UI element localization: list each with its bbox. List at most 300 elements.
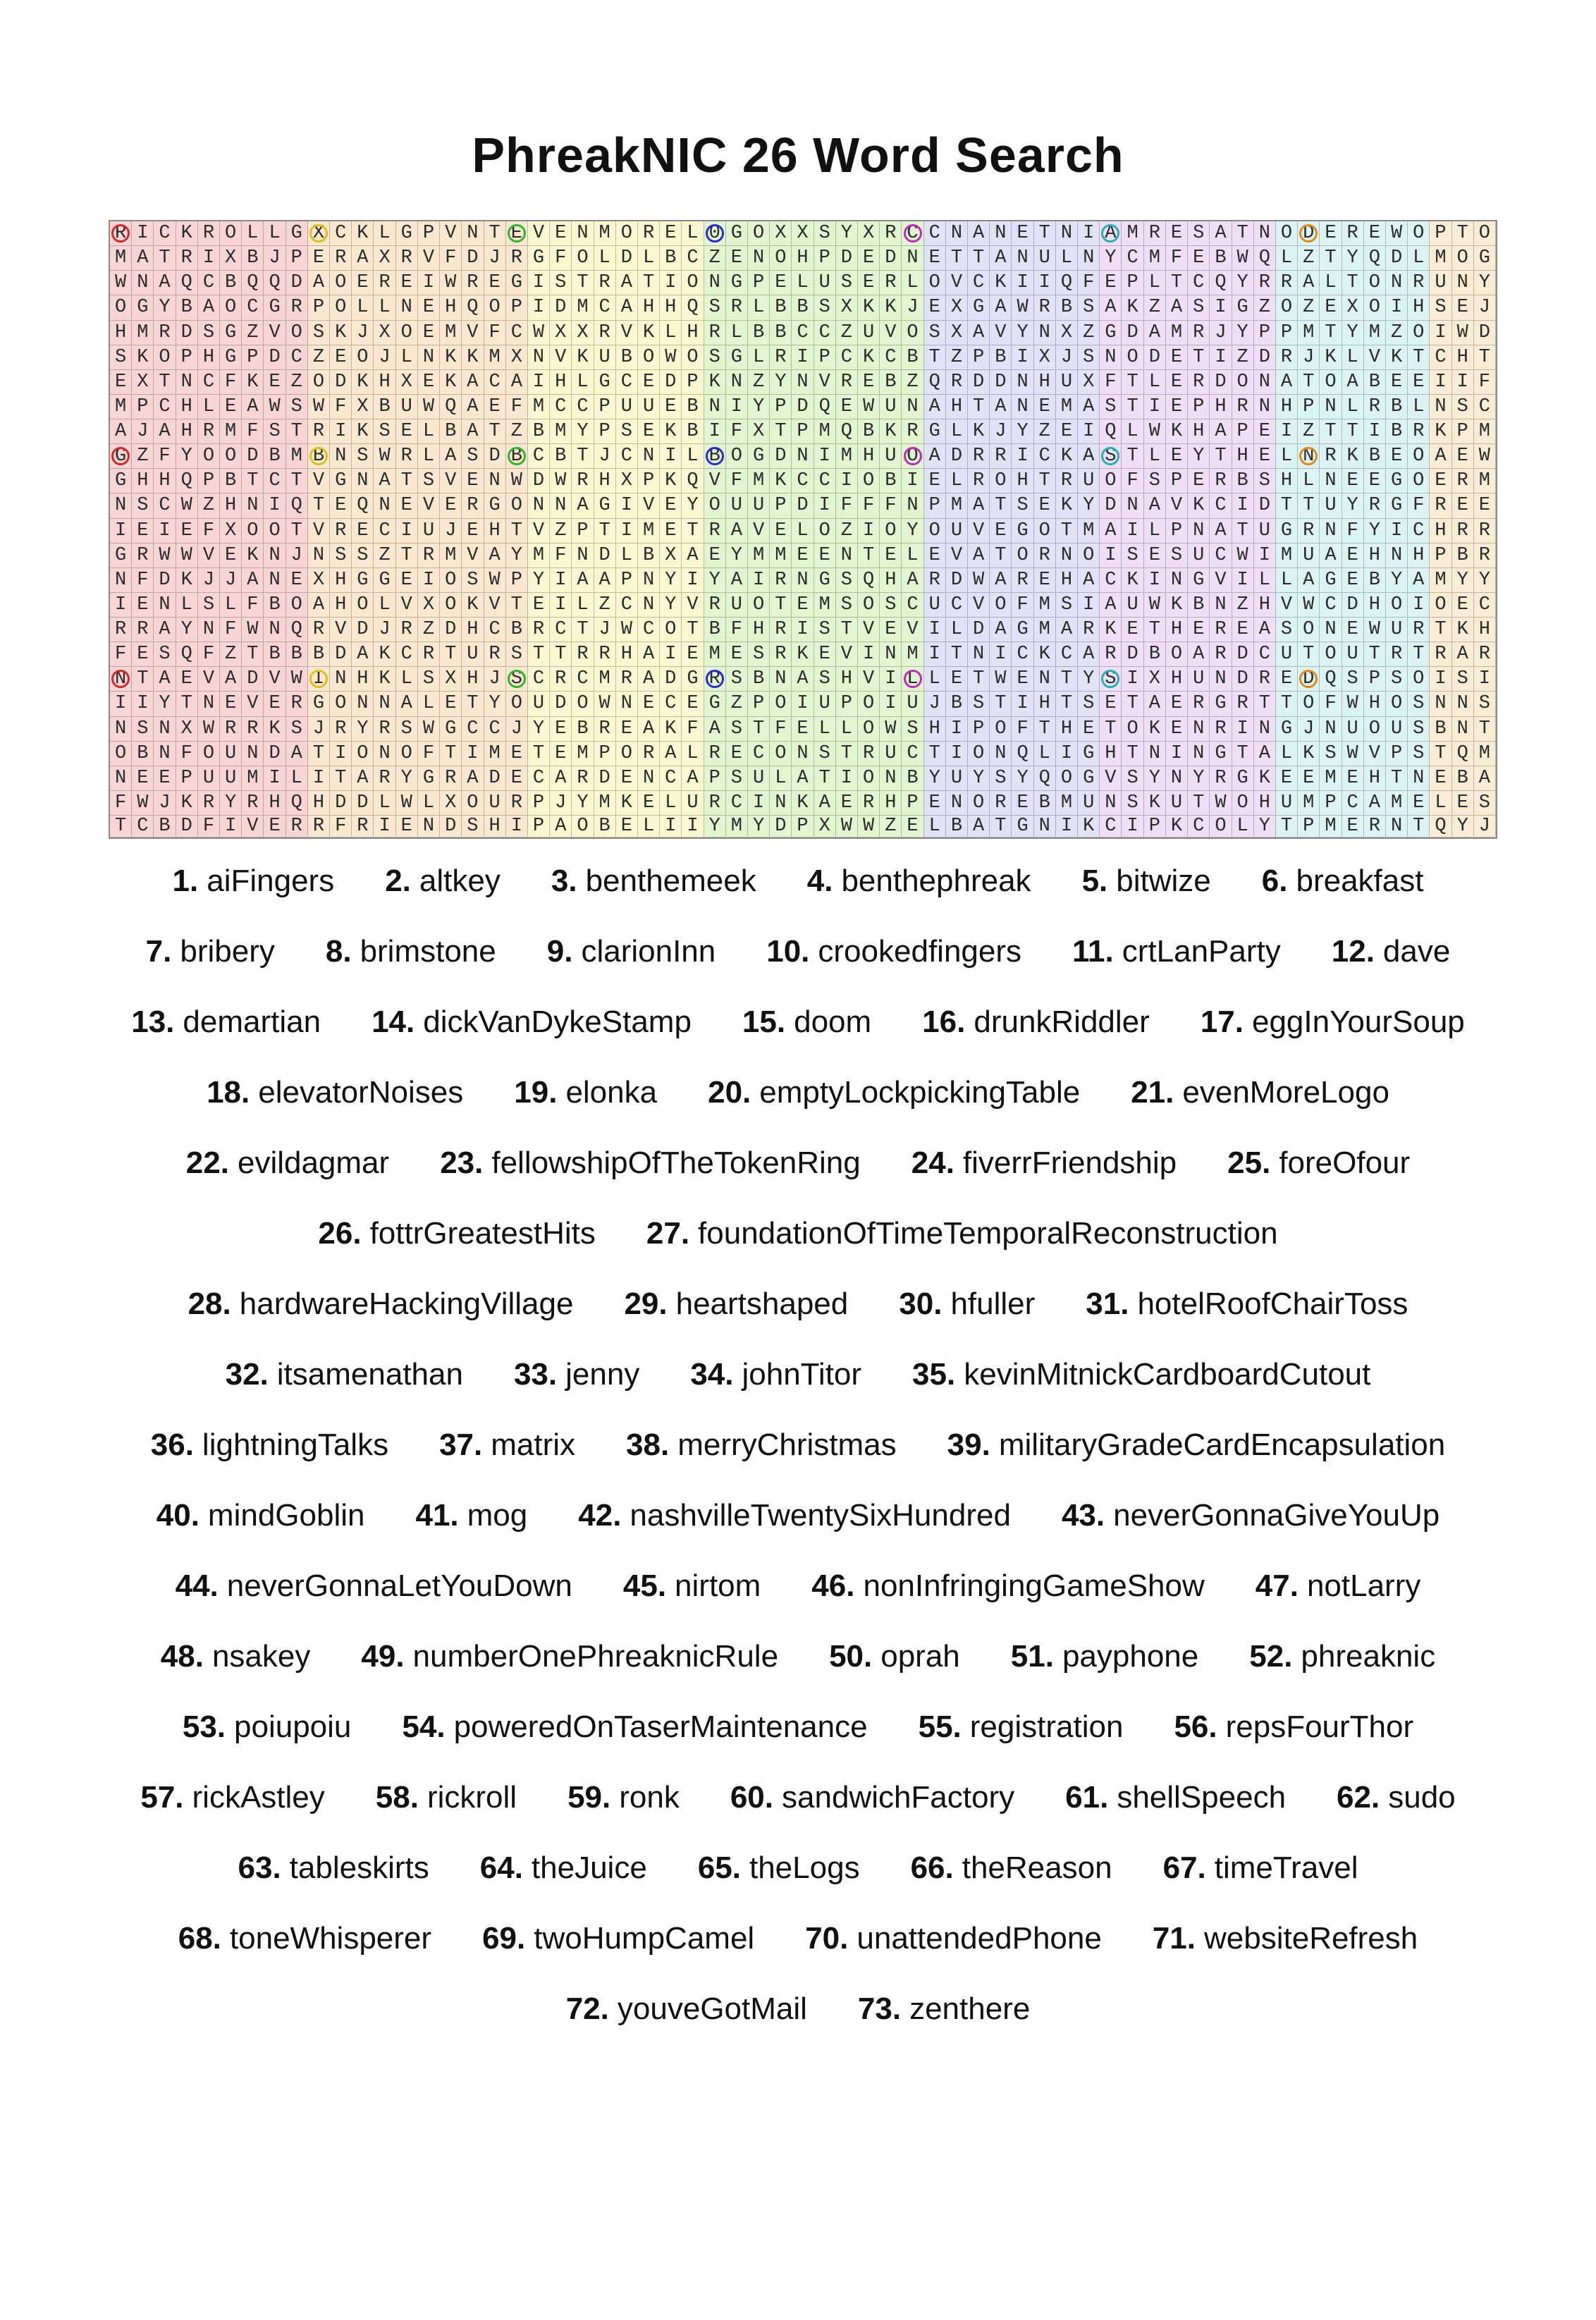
word-list-item	[698, 1851, 860, 1886]
word-text: registration	[969, 1710, 1124, 1744]
grid-cell: T	[990, 493, 1012, 518]
grid-cell: Q	[1100, 419, 1122, 444]
word-text: fottrGreatestHits	[369, 1216, 596, 1251]
grid-cell: V	[968, 519, 990, 544]
grid-cell: E	[880, 618, 902, 642]
grid-cell: T	[1342, 271, 1364, 295]
grid-cell: E	[396, 271, 418, 295]
grid-cell: F	[330, 816, 352, 837]
grid-cell: M	[726, 816, 748, 837]
grid-cell: E	[352, 519, 374, 544]
word-number: 52.	[1249, 1639, 1293, 1674]
grid-cell: C	[330, 221, 352, 246]
grid-cell: A	[154, 271, 176, 295]
word-text: tableskirts	[289, 1851, 429, 1885]
grid-cell: K	[1166, 816, 1188, 837]
grid-cell: R	[528, 618, 550, 642]
grid-cell: D	[1474, 321, 1496, 345]
word-text: rickroll	[426, 1780, 517, 1815]
grid-cell: M	[594, 221, 616, 246]
grid-cell: Y	[704, 568, 726, 593]
grid-cell: O	[704, 493, 726, 518]
grid-cell: W	[1144, 419, 1166, 444]
grid-cell: Q	[1254, 246, 1276, 271]
grid-cell: O	[1210, 816, 1232, 837]
grid-cell: K	[616, 791, 638, 816]
grid-cell: R	[198, 419, 220, 444]
grid-cell: M	[814, 593, 836, 618]
grid-cell: Z	[418, 618, 440, 642]
grid-cell: O	[1452, 246, 1474, 271]
word-text: jenny	[565, 1357, 640, 1392]
grid-cell: U	[946, 519, 968, 544]
grid-cell: D	[1254, 345, 1276, 370]
grid-cell: G	[1012, 618, 1033, 642]
grid-cell: C	[748, 742, 770, 766]
word-text: matrix	[491, 1428, 576, 1462]
grid-cell: I	[836, 766, 858, 791]
grid-cell: D	[1144, 345, 1166, 370]
grid-cell: D	[660, 667, 682, 692]
word-list-row	[85, 916, 1511, 987]
word-list-item	[1227, 1146, 1410, 1181]
grid-cell: T	[682, 618, 704, 642]
grid-cell: L	[1254, 568, 1276, 593]
grid-cell: K	[660, 469, 682, 493]
grid-cell: P	[638, 469, 660, 493]
word-number: 5.	[1081, 864, 1108, 898]
grid-cell: S	[1386, 667, 1408, 692]
grid-cell: Y	[1012, 321, 1033, 345]
grid-cell: T	[1298, 642, 1320, 667]
grid-cell: A	[968, 493, 990, 518]
grid-cell: Y	[176, 618, 198, 642]
grid-cell: U	[880, 395, 902, 419]
grid-cell: B	[1188, 593, 1210, 618]
grid-cell: S	[506, 642, 528, 667]
grid-cell: I	[1144, 568, 1166, 593]
grid-cell: I	[1100, 544, 1122, 568]
grid-cell: I	[858, 642, 880, 667]
grid-cell: O	[440, 593, 462, 618]
grid-cell: Q	[1012, 742, 1033, 766]
grid-cell: E	[1166, 395, 1188, 419]
word-number: 53.	[182, 1710, 226, 1744]
grid-cell: L	[748, 345, 770, 370]
grid-cell: M	[814, 419, 836, 444]
grid-cell: T	[1474, 717, 1496, 742]
grid-cell: U	[1122, 593, 1143, 618]
grid-cell: G	[220, 345, 242, 370]
grid-cell: R	[858, 791, 880, 816]
grid-cell: W	[1232, 544, 1254, 568]
grid-cell: P	[1386, 742, 1408, 766]
grid-cell: N	[704, 271, 726, 295]
grid-cell: I	[1254, 544, 1276, 568]
grid-cell: H	[132, 469, 154, 493]
grid-cell: B	[660, 246, 682, 271]
grid-cell: S	[1276, 618, 1298, 642]
grid-cell: E	[1386, 370, 1408, 395]
grid-cell: I	[330, 742, 352, 766]
grid-cell: V	[418, 493, 440, 518]
grid-cell: W	[858, 395, 880, 419]
grid-cell: T	[242, 469, 264, 493]
grid-cell: P	[968, 345, 990, 370]
grid-cell: C	[132, 816, 154, 837]
grid-cell: F	[1100, 370, 1122, 395]
grid-cell: O	[1298, 692, 1320, 716]
grid-cell: C	[616, 370, 638, 395]
grid-cell: H	[880, 791, 902, 816]
grid-cell: B	[1232, 469, 1254, 493]
grid-cell: P	[748, 271, 770, 295]
grid-cell: O	[770, 742, 792, 766]
grid-cell: R	[1188, 370, 1210, 395]
grid-cell: R	[594, 717, 616, 742]
grid-cell: H	[1408, 544, 1430, 568]
grid-cell: O	[968, 791, 990, 816]
grid-cell: W	[1210, 791, 1232, 816]
word-number: 34.	[690, 1357, 734, 1392]
grid-cell: I	[1210, 295, 1232, 320]
grid-cell: T	[1342, 419, 1364, 444]
grid-cell: D	[440, 816, 462, 837]
grid-cell: I	[1232, 568, 1254, 593]
grid-cell: C	[484, 370, 506, 395]
grid-cell: V	[946, 544, 968, 568]
grid-cell: Z	[506, 419, 528, 444]
grid-cell: W	[1144, 593, 1166, 618]
grid-cell: R	[880, 271, 902, 295]
grid-cell: N	[1254, 370, 1276, 395]
grid-cell: P	[1298, 816, 1320, 837]
grid-cell: N	[1408, 766, 1430, 791]
grid-cell: R	[1474, 519, 1496, 544]
grid-cell: V	[1100, 766, 1122, 791]
grid-cell: Z	[198, 493, 220, 518]
grid-cell: N	[990, 742, 1012, 766]
grid-cell: T	[330, 766, 352, 791]
grid-cell: E	[1342, 568, 1364, 593]
grid-cell: J	[286, 544, 308, 568]
grid-cell: A	[462, 419, 484, 444]
grid-cell: M	[110, 246, 132, 271]
grid-cell: D	[352, 618, 374, 642]
grid-cell: H	[946, 395, 968, 419]
grid-cell: D	[264, 345, 286, 370]
grid-cell: J	[1056, 345, 1078, 370]
grid-cell: E	[660, 221, 682, 246]
word-list-item	[318, 1216, 595, 1251]
grid-cell: T	[286, 519, 308, 544]
grid-cell: V	[836, 642, 858, 667]
word-text: evildagmar	[237, 1146, 390, 1180]
grid-cell: D	[1210, 370, 1232, 395]
grid-cell: O	[352, 742, 374, 766]
grid-cell: A	[1078, 642, 1100, 667]
word-number: 13.	[131, 1005, 175, 1039]
grid-cell: S	[1100, 667, 1122, 692]
grid-cell: W	[1474, 444, 1496, 469]
grid-cell: N	[638, 593, 660, 618]
grid-cell: E	[1430, 766, 1451, 791]
grid-cell: H	[1254, 593, 1276, 618]
grid-cell: R	[110, 618, 132, 642]
grid-cell: Y	[1342, 493, 1364, 518]
grid-cell: P	[792, 419, 814, 444]
grid-cell: F	[440, 246, 462, 271]
grid-cell: A	[154, 419, 176, 444]
word-text: repsFourThor	[1225, 1710, 1414, 1744]
grid-cell: H	[1210, 395, 1232, 419]
grid-cell: R	[198, 221, 220, 246]
grid-cell: V	[396, 593, 418, 618]
word-list-item	[238, 1851, 429, 1886]
grid-cell: S	[462, 816, 484, 837]
grid-cell: C	[1188, 816, 1210, 837]
grid-cell: H	[1364, 593, 1386, 618]
grid-cell: D	[176, 816, 198, 837]
grid-cell: R	[198, 791, 220, 816]
word-list-item	[911, 1146, 1177, 1181]
grid-cell: S	[286, 395, 308, 419]
grid-cell: R	[506, 791, 528, 816]
grid-cell: C	[484, 717, 506, 742]
grid-cell: Q	[176, 469, 198, 493]
grid-cell: A	[1144, 493, 1166, 518]
grid-cell: E	[1254, 444, 1276, 469]
grid-cell: B	[220, 271, 242, 295]
grid-cell: L	[418, 444, 440, 469]
grid-cell: F	[242, 593, 264, 618]
grid-cell: Y	[1452, 816, 1474, 837]
grid-cell: S	[198, 593, 220, 618]
grid-cell: D	[242, 444, 264, 469]
grid-cell: S	[836, 593, 858, 618]
grid-cell: B	[286, 642, 308, 667]
grid-cell: L	[1276, 246, 1298, 271]
grid-cell: O	[1078, 544, 1100, 568]
grid-cell: N	[1254, 221, 1276, 246]
grid-cell: D	[176, 321, 198, 345]
grid-cell: G	[924, 419, 946, 444]
grid-cell: G	[484, 493, 506, 518]
word-list-row	[85, 1762, 1511, 1833]
grid-cell: T	[286, 419, 308, 444]
grid-cell: K	[858, 345, 880, 370]
word-text: nirtom	[675, 1569, 761, 1603]
grid-cell: Z	[1232, 593, 1254, 618]
grid-cell: K	[1166, 593, 1188, 618]
grid-cell: I	[682, 816, 704, 837]
word-list-item	[708, 1075, 1080, 1110]
grid-cell: T	[484, 419, 506, 444]
grid-cell: N	[330, 667, 352, 692]
word-text: sudo	[1388, 1780, 1456, 1815]
grid-cell: D	[1254, 493, 1276, 518]
word-list-row	[85, 1551, 1511, 1621]
grid-cell: S	[352, 544, 374, 568]
grid-cell: R	[1210, 766, 1232, 791]
grid-cell: Z	[1144, 295, 1166, 320]
grid-cell: E	[396, 568, 418, 593]
letter-grid	[110, 221, 1496, 837]
grid-cell: F	[1078, 271, 1100, 295]
grid-cell: S	[1320, 742, 1342, 766]
word-text: bitwize	[1116, 864, 1211, 898]
word-list-item	[730, 1780, 1014, 1815]
grid-cell: R	[704, 321, 726, 345]
grid-cell: A	[110, 419, 132, 444]
grid-cell: E	[704, 544, 726, 568]
grid-cell: M	[1386, 791, 1408, 816]
grid-cell: E	[1452, 593, 1474, 618]
grid-cell: O	[1408, 221, 1430, 246]
grid-cell: E	[132, 642, 154, 667]
grid-cell: B	[132, 742, 154, 766]
grid-cell: M	[528, 544, 550, 568]
grid-cell: W	[880, 717, 902, 742]
grid-cell: T	[1100, 717, 1122, 742]
grid-cell: Q	[286, 618, 308, 642]
grid-cell: D	[1298, 667, 1320, 692]
grid-cell: E	[1342, 469, 1364, 493]
grid-cell: A	[484, 544, 506, 568]
grid-cell: M	[594, 791, 616, 816]
word-list-row	[85, 1692, 1511, 1762]
grid-cell: Y	[1254, 816, 1276, 837]
grid-cell: A	[1474, 766, 1496, 791]
grid-cell: K	[132, 345, 154, 370]
grid-cell: X	[836, 295, 858, 320]
grid-cell: R	[110, 221, 132, 246]
grid-cell: O	[616, 221, 638, 246]
grid-cell: G	[1386, 493, 1408, 518]
grid-cell: S	[1100, 444, 1122, 469]
grid-cell: T	[1034, 469, 1056, 493]
grid-cell: E	[1166, 221, 1188, 246]
word-text: neverGonnaGiveYouUp	[1113, 1498, 1440, 1533]
grid-cell: Z	[594, 593, 616, 618]
word-number: 41.	[415, 1498, 459, 1533]
grid-cell: U	[462, 642, 484, 667]
grid-cell: Y	[1078, 493, 1100, 518]
grid-cell: I	[704, 419, 726, 444]
grid-cell: O	[110, 295, 132, 320]
grid-cell: X	[352, 395, 374, 419]
grid-cell: C	[528, 444, 550, 469]
grid-cell: J	[1298, 345, 1320, 370]
grid-cell: R	[770, 568, 792, 593]
grid-cell: Z	[1298, 295, 1320, 320]
grid-cell: T	[550, 642, 572, 667]
grid-cell: B	[1386, 419, 1408, 444]
word-number: 30.	[899, 1287, 943, 1321]
grid-cell: H	[1364, 544, 1386, 568]
grid-cell: Y	[1364, 519, 1386, 544]
grid-cell: Q	[814, 395, 836, 419]
grid-cell: H	[1012, 469, 1033, 493]
grid-cell: M	[1474, 742, 1496, 766]
grid-cell: E	[330, 345, 352, 370]
word-text: unattendedPhone	[857, 1921, 1102, 1956]
grid-cell: T	[594, 519, 616, 544]
grid-cell: V	[1364, 345, 1386, 370]
grid-cell: A	[638, 717, 660, 742]
grid-cell: E	[858, 246, 880, 271]
grid-cell: E	[154, 766, 176, 791]
grid-cell: I	[308, 766, 330, 791]
grid-cell: V	[264, 667, 286, 692]
grid-cell: W	[242, 618, 264, 642]
grid-cell: U	[638, 395, 660, 419]
grid-cell: I	[396, 519, 418, 544]
grid-cell: I	[220, 816, 242, 837]
grid-cell: P	[770, 493, 792, 518]
grid-cell: I	[1430, 667, 1451, 692]
grid-cell: P	[1276, 321, 1298, 345]
grid-cell: M	[1034, 618, 1056, 642]
grid-cell: V	[902, 618, 923, 642]
word-list	[85, 846, 1511, 2044]
word-list-item	[578, 1498, 1011, 1533]
word-text: theJuice	[531, 1851, 647, 1885]
word-number: 2.	[385, 864, 411, 898]
grid-cell: 0	[704, 221, 726, 246]
grid-cell: T	[990, 692, 1012, 716]
grid-cell: K	[1188, 493, 1210, 518]
grid-cell: E	[1408, 370, 1430, 395]
grid-cell: T	[1408, 816, 1430, 837]
grid-cell: G	[1188, 568, 1210, 593]
grid-cell: D	[550, 692, 572, 716]
grid-cell: U	[682, 791, 704, 816]
grid-cell: S	[1452, 395, 1474, 419]
grid-cell: K	[858, 295, 880, 320]
grid-cell: T	[440, 642, 462, 667]
grid-cell: A	[902, 568, 923, 593]
word-text: theReason	[962, 1851, 1112, 1885]
grid-cell: H	[1276, 469, 1298, 493]
grid-cell: L	[1342, 345, 1364, 370]
grid-cell: N	[396, 295, 418, 320]
grid-cell: B	[506, 444, 528, 469]
grid-cell: W	[528, 321, 550, 345]
grid-cell: H	[110, 321, 132, 345]
grid-cell: E	[814, 642, 836, 667]
grid-cell: V	[704, 469, 726, 493]
grid-cell: N	[748, 246, 770, 271]
grid-cell: K	[374, 667, 395, 692]
grid-cell: Y	[1188, 444, 1210, 469]
grid-cell: H	[484, 519, 506, 544]
grid-cell: O	[924, 519, 946, 544]
grid-cell: O	[1408, 444, 1430, 469]
grid-cell: X	[374, 246, 395, 271]
grid-cell: A	[1056, 618, 1078, 642]
grid-cell: O	[1408, 321, 1430, 345]
grid-cell: O	[1386, 593, 1408, 618]
grid-cell: A	[286, 742, 308, 766]
grid-cell: B	[704, 618, 726, 642]
grid-cell: T	[1254, 692, 1276, 716]
grid-cell: W	[660, 345, 682, 370]
grid-cell: X	[374, 321, 395, 345]
grid-cell: M	[242, 766, 264, 791]
grid-cell: C	[880, 345, 902, 370]
grid-cell: T	[528, 742, 550, 766]
